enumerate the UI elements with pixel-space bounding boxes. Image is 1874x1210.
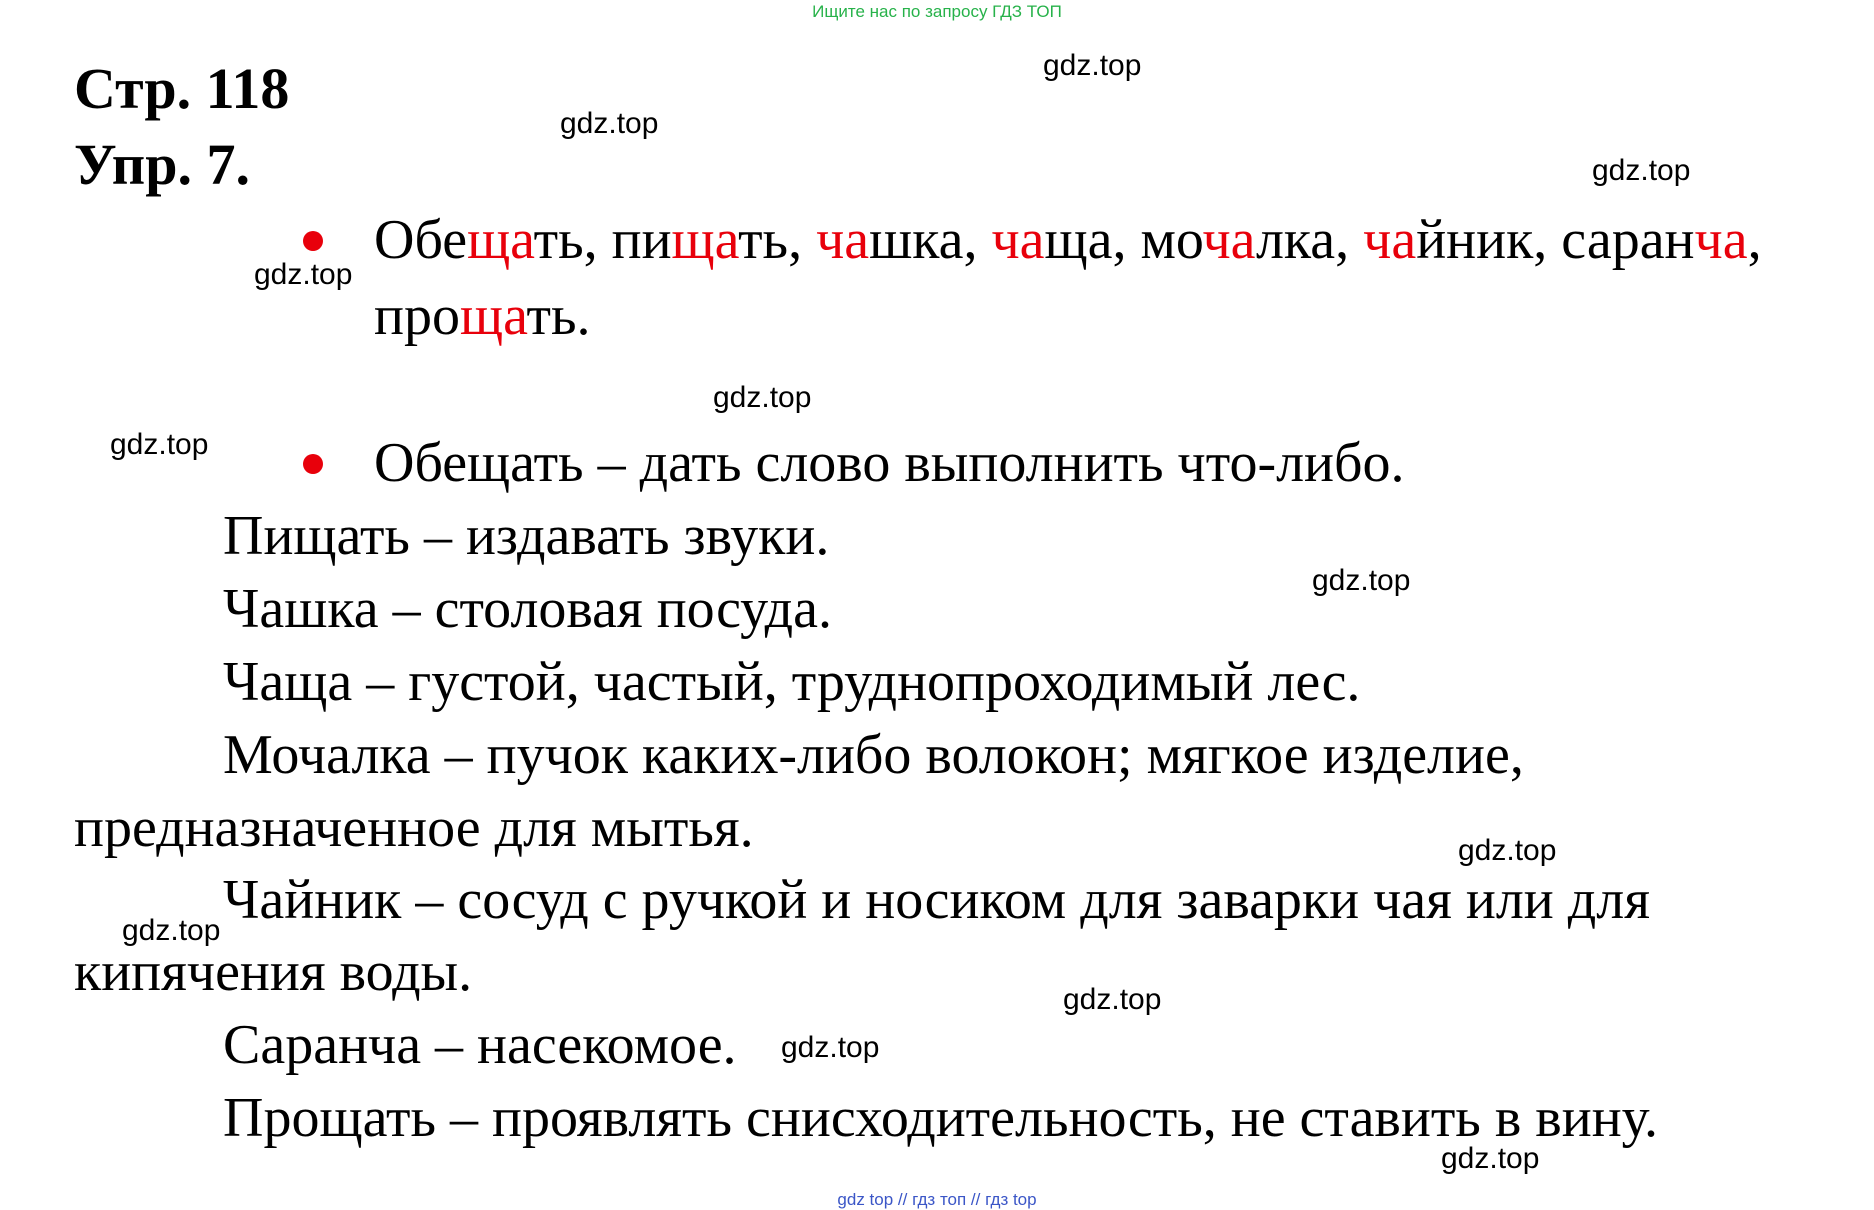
bottom-banner: gdz top // гдз топ // гдз top xyxy=(837,1190,1037,1209)
definition-mochalka-line-1: Мочалка – пучок каких-либо волокон; мягкое изделие, xyxy=(223,724,1524,786)
word-text: лка, xyxy=(1255,209,1364,271)
word-text: , xyxy=(1747,209,1762,271)
word-text: Обе xyxy=(374,209,468,271)
definition-chainik-line-2: кипячения воды. xyxy=(74,941,473,1003)
word-text: ть, пи xyxy=(533,209,672,271)
bullet-icon xyxy=(303,231,323,251)
definition-chainik-line-1: Чайник – сосуд с ручкой и носиком для заварки чая или для xyxy=(223,869,1650,931)
definition-obeshchat: Обещать – дать слово выполнить что-либо. xyxy=(374,432,1405,494)
word-text: йник, саран xyxy=(1416,209,1695,271)
word-text: про xyxy=(374,285,460,347)
word-list-line-1 xyxy=(374,209,1762,271)
watermark: gdz.top xyxy=(1063,983,1162,1016)
highlighted-letters: ча xyxy=(816,209,870,271)
highlighted-letters: ща xyxy=(671,209,739,271)
watermark: gdz.top xyxy=(560,107,659,140)
watermark: gdz.top xyxy=(1441,1142,1540,1175)
watermark: gdz.top xyxy=(1458,834,1557,867)
definition-pishchat: Пищать – издавать звуки. xyxy=(223,505,830,567)
watermark: gdz.top xyxy=(713,381,812,414)
top-banner: Ищите нас по запросу ГДЗ ТОП xyxy=(812,2,1062,21)
highlighted-letters: ча xyxy=(1202,209,1256,271)
watermark: gdz.top xyxy=(1043,49,1142,82)
watermark: gdz.top xyxy=(781,1031,880,1064)
highlighted-letters: ча xyxy=(991,209,1045,271)
definition-proshchat: Прощать – проявлять снисходительность, не ставить в вину. xyxy=(223,1087,1659,1149)
watermark: gdz.top xyxy=(110,428,209,461)
bullet-icon xyxy=(303,454,323,474)
watermark: gdz.top xyxy=(1592,154,1691,187)
word-text: ща, мо xyxy=(1044,209,1203,271)
highlighted-letters: ща xyxy=(467,209,534,271)
word-text: ть, xyxy=(738,209,817,271)
definition-sarancha: Саранча – насекомое. xyxy=(223,1014,737,1076)
definition-chashka: Чашка – столовая посуда. xyxy=(223,578,832,640)
word-text: ть. xyxy=(526,285,591,347)
word-list-line-2 xyxy=(374,285,591,347)
highlighted-letters: ча xyxy=(1694,209,1748,271)
definition-chashcha: Чаща – густой, частый, труднопроходимый лес. xyxy=(223,651,1361,713)
exercise-heading: Упр. 7. xyxy=(74,132,250,197)
definition-mochalka-line-2: предназначенное для мытья. xyxy=(74,797,754,859)
highlighted-letters: ща xyxy=(459,285,527,347)
word-text: шка, xyxy=(869,209,992,271)
watermark: gdz.top xyxy=(254,258,353,291)
watermark: gdz.top xyxy=(1312,564,1411,597)
page-number-heading: Стр. 118 xyxy=(74,56,290,121)
highlighted-letters: ча xyxy=(1363,209,1417,271)
watermark: gdz.top xyxy=(122,914,221,947)
